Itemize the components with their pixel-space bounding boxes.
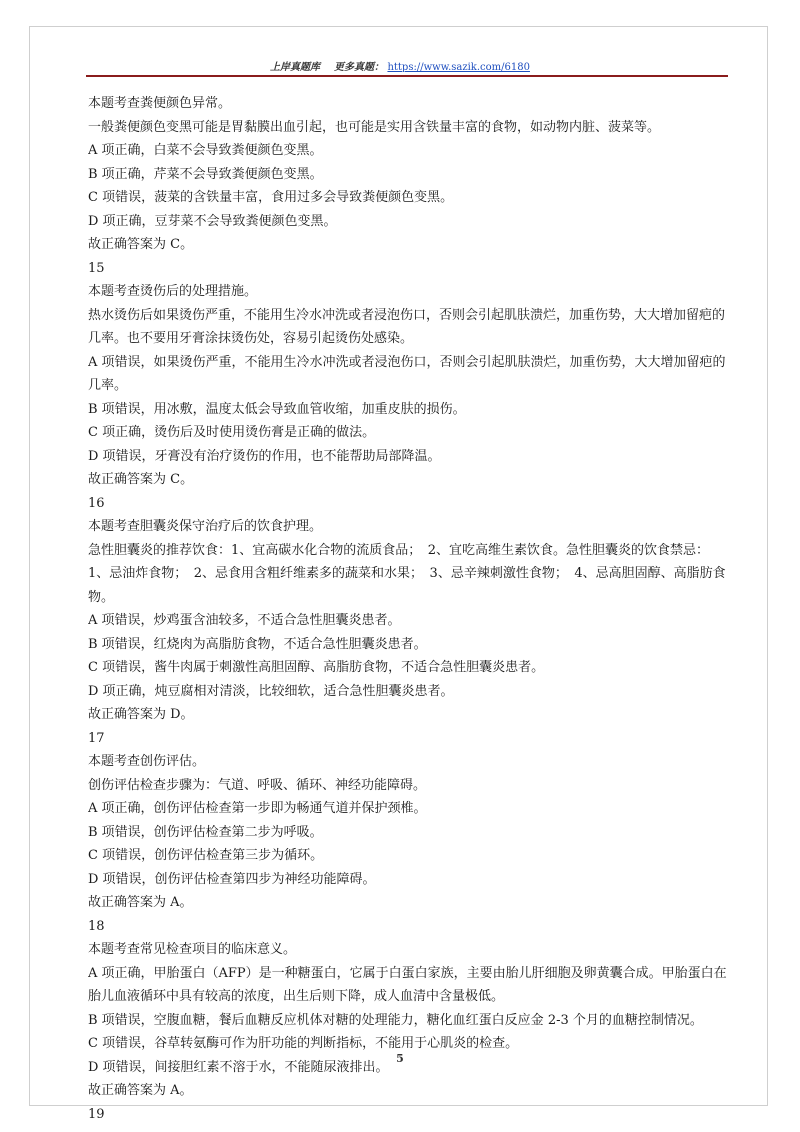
text-line: 故正确答案为 A。: [88, 1083, 193, 1098]
text-line: 故正确答案为 A。: [88, 895, 193, 910]
text-line: A 项正确，白菜不会导致粪便颜色变黑。: [88, 143, 323, 158]
text-line: 故正确答案为 C。: [88, 472, 194, 487]
text-line: D 项错误，间接胆红素不溶于水，不能随尿液排出。: [88, 1059, 389, 1075]
text-line: A 项错误，炒鸡蛋含油较多，不适合急性胆囊炎患者。: [88, 613, 401, 628]
text-line: B 项错误，红烧肉为高脂肪食物，不适合急性胆囊炎患者。: [88, 636, 427, 652]
text-line: C 项正确，烫伤后及时使用烫伤膏是正确的做法。: [88, 425, 376, 440]
header-more-label: 更多真题：: [333, 62, 384, 73]
header-brand: 上岸真题库: [270, 62, 321, 73]
text-line: D 项正确，炖豆腐相对清淡，比较细软，适合急性胆囊炎患者。: [88, 683, 454, 699]
text-line: 热水烫伤后如果烫伤严重，不能用生冷水冲洗或者浸泡伤口，否则会引起肌肤溃烂，加重伤势，大大增加留疤的几率。也不要用牙膏涂抹烫伤处，容易引起烫伤处感染。: [88, 307, 726, 346]
header-url-link[interactable]: https://www.sazik.com/6180: [387, 62, 530, 73]
question-number: 17: [88, 730, 105, 746]
text-line: C 项错误，创伤评估检查第三步为循环。: [88, 848, 324, 863]
text-line: B 项错误，用冰敷，温度太低会导致血管收缩，加重皮肤的损伤。: [88, 401, 466, 417]
text-line: B 项错误，创伤评估检查第二步为呼吸。: [88, 824, 323, 840]
question-number: 16: [88, 495, 105, 511]
text-line: 本题考查烫伤后的处理措施。: [88, 284, 258, 299]
text-line: D 项错误，牙膏没有治疗烫伤的作用，也不能帮助局部降温。: [88, 448, 441, 464]
header-separator: [324, 62, 331, 73]
page-number: 5: [396, 1052, 404, 1065]
page-header: [0, 58, 800, 73]
text-line: C 项错误，菠菜的含铁量丰富，食用过多会导致粪便颜色变黑。: [88, 190, 454, 205]
text-line: 本题考查常见检查项目的临床意义。: [88, 942, 297, 957]
text-line: 一般粪便颜色变黑可能是胃黏膜出血引起，也可能是实用含铁量丰富的食物，如动物内脏、菠菜等。: [88, 119, 661, 135]
text-line: B 项错误，空腹血糖，餐后血糖反应机体对糖的处理能力，糖化血红蛋白反应金 2-3 个月的血糖控制情况。: [88, 1012, 703, 1028]
text-line: 本题考查胆囊炎保守治疗后的饮食护理。: [88, 519, 323, 534]
text-line: 本题考查粪便颜色异常。: [88, 96, 232, 111]
text-line: D 项正确，豆芽菜不会导致粪便颜色变黑。: [88, 213, 337, 229]
text-line: A 项正确，甲胎蛋白（AFP）是一种糖蛋白，它属于白蛋白家族，主要由胎儿肝细胞及卵黄囊合成。甲胎蛋白在胎儿血液循环中具有较高的浓度，出生后则下降，成人血清中含量极低。: [88, 965, 727, 1004]
text-line: C 项错误，酱牛肉属于刺激性高胆固醇、高脂肪食物，不适合急性胆囊炎患者。: [88, 660, 545, 675]
question-number: 15: [88, 260, 105, 276]
header-divider: [86, 75, 728, 77]
document-body: [88, 92, 728, 1126]
text-line: B 项正确，芹菜不会导致粪便颜色变黑。: [88, 166, 323, 182]
text-line: 故正确答案为 C。: [88, 237, 194, 252]
text-line: C 项错误，谷草转氨酶可作为肝功能的判断指标，不能用于心肌炎的检查。: [88, 1036, 519, 1051]
text-line: A 项错误，如果烫伤严重，不能用生冷水冲洗或者浸泡伤口，否则会引起肌肤溃烂，加重伤势，大大增加留疤的几率。: [88, 354, 726, 393]
text-line: 急性胆囊炎的推荐饮食：1、宜高碳水化合物的流质食品； 2、宜吃高维生素饮食。急性胆囊炎的饮食禁忌：1、忌油炸食物； 2、忌食用含粗纤维素多的蔬菜和水果； 3、忌辛辣刺激性食物； 4、忌高胆固醇、高脂肪食物。: [88, 542, 726, 605]
text-line: 创伤评估检查步骤为：气道、呼吸、循环、神经功能障碍。: [88, 777, 427, 793]
question-number: 19: [88, 1106, 105, 1122]
text-line: 故正确答案为 D。: [88, 707, 194, 722]
text-line: A 项正确，创伤评估检查第一步即为畅通气道并保护颈椎。: [88, 801, 427, 816]
question-number: 18: [88, 918, 105, 934]
text-line: D 项错误，创伤评估检查第四步为神经功能障碍。: [88, 871, 376, 887]
text-line: 本题考查创伤评估。: [88, 754, 206, 769]
